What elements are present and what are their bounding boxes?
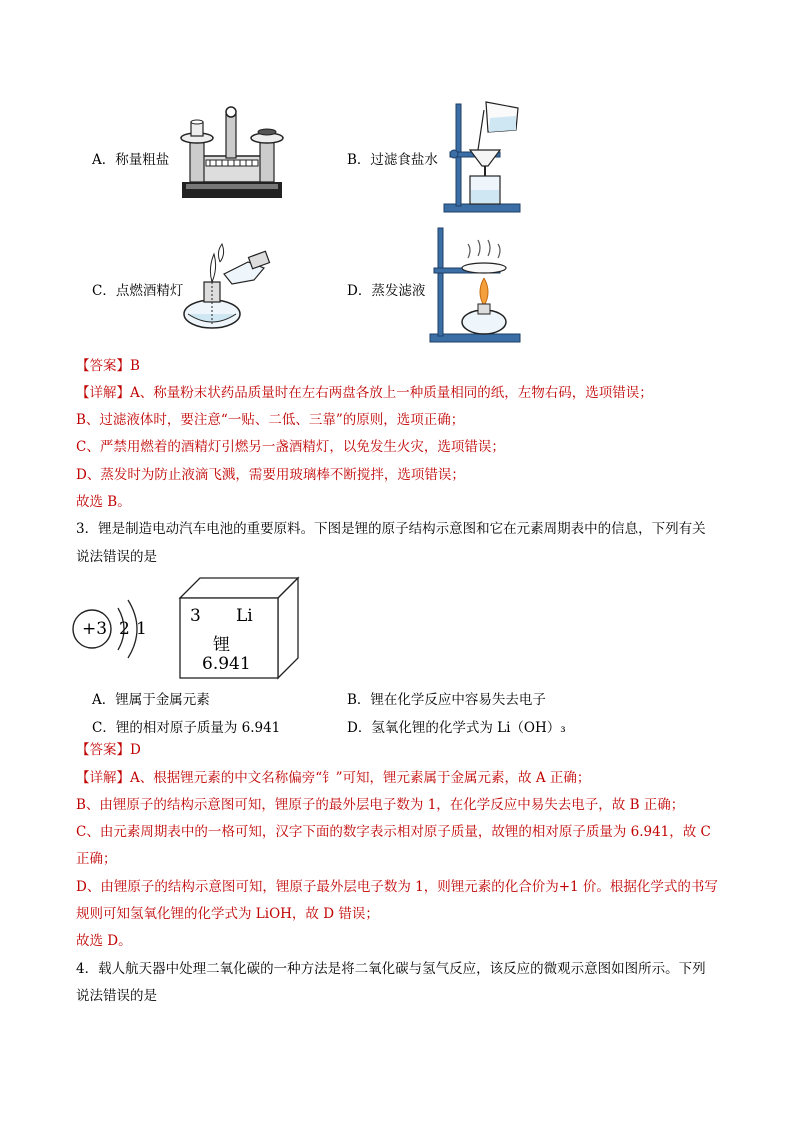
q2-answer-value: B — [130, 358, 140, 374]
q3-option-b: B．锂在化学反应中容易失去电子 — [347, 692, 546, 708]
atom-shell-1-electrons: 2 — [119, 619, 130, 639]
option-d-label: D．蒸发滤液 — [347, 283, 426, 299]
q3-stem-line-1: 3．锂是制造电动汽车电池的重要原料。下图是锂的原子结构示意图和它在元素周期表中的信息，下列有关 — [76, 521, 706, 537]
q2-answer-tag: 【答案】 — [76, 358, 130, 374]
alcohol-lamps-illustration — [180, 240, 280, 332]
q3-detail-line-5: D、由锂原子的结构示意图可知，锂原子最外层电子数为 1，则锂元素的化合价为+1 价。根据化学式的书写 — [76, 879, 718, 895]
q3-detail-line-7: 故选 D。 — [76, 933, 132, 949]
q2-detail-line-3: C、严禁用燃着的酒精灯引燃另一盏酒精灯，以免发生火灾，选项错误； — [76, 439, 505, 455]
q3-detail-text: A、根据锂元素的中文名称偏旁“钅”可知，锂元素属于金属元素，故 A 正确； — [130, 770, 591, 786]
q3-option-d: D．氢氧化锂的化学式为 Li（OH）₃ — [347, 720, 566, 736]
q4-stem-line-1: 4．载人航天器中处理二氧化碳的一种方法是将二氧化碳与氢气反应，该反应的微观示意图如图所示。下列 — [76, 961, 706, 977]
q3-answer — [76, 740, 726, 760]
atom-shell-2-electrons: 1 — [136, 619, 147, 639]
q3-detail-line-2: B、由锂原子的结构示意图可知，锂原子的最外层电子数为 1，在化学反应中易失去电子，故 B 正确； — [76, 797, 685, 813]
q3-option-c: C．锂的相对原子质量为 6.941 — [92, 720, 281, 736]
q3-option-a: A．锂属于金属元素 — [92, 692, 210, 708]
element-atomic-number: 3 — [190, 606, 201, 626]
q2-detail-line-5: 故选 B。 — [76, 494, 131, 510]
q2-detail-line-1 — [76, 383, 726, 403]
balance-scale-illustration — [180, 104, 290, 204]
element-atomic-mass: 6.941 — [202, 654, 251, 674]
q3-answer-value: D — [130, 742, 141, 758]
q3-detail-line-3: C、由元素周期表中的一格可知，汉字下面的数字表示相对原子质量，故锂的相对原子质量为 6.941，故 C — [76, 824, 711, 840]
option-b-label: B．过滤食盐水 — [347, 152, 438, 168]
filtration-apparatus-illustration — [440, 100, 530, 214]
q4-stem-line-2: 说法错误的是 — [76, 988, 157, 1004]
option-a-label: A．称量粗盐 — [92, 152, 170, 168]
q2-detail-text: A、称量粉末状药品质量时在左右两盘各放上一种质量相同的纸，左物右码，选项错误； — [130, 385, 653, 401]
q2-detail-tag: 【详解】 — [76, 385, 130, 401]
element-name: 锂 — [213, 635, 230, 655]
q3-detail-line-1 — [76, 768, 726, 788]
element-symbol: Li — [236, 606, 253, 626]
q3-stem-line-2: 说法错误的是 — [76, 549, 157, 565]
q3-detail-line-6: 规则可知氢氧化锂的化学式为 LiOH，故 D 错误； — [76, 906, 379, 922]
q3-detail-line-4: 正确； — [76, 851, 117, 867]
evaporation-apparatus-illustration — [426, 226, 526, 344]
q2-detail-line-4: D、蒸发时为防止液滴飞溅，需要用玻璃棒不断搅拌，选项错误； — [76, 467, 465, 483]
option-c-label: C．点燃酒精灯 — [92, 283, 184, 299]
q3-answer-tag: 【答案】 — [76, 742, 130, 758]
q2-answer — [76, 356, 726, 376]
q3-detail-tag: 【详解】 — [76, 770, 130, 786]
atom-nucleus-charge: +3 — [82, 619, 108, 639]
q2-detail-line-2: B、过滤液体时，要注意“一贴、二低、三靠”的原则，选项正确； — [76, 412, 465, 428]
